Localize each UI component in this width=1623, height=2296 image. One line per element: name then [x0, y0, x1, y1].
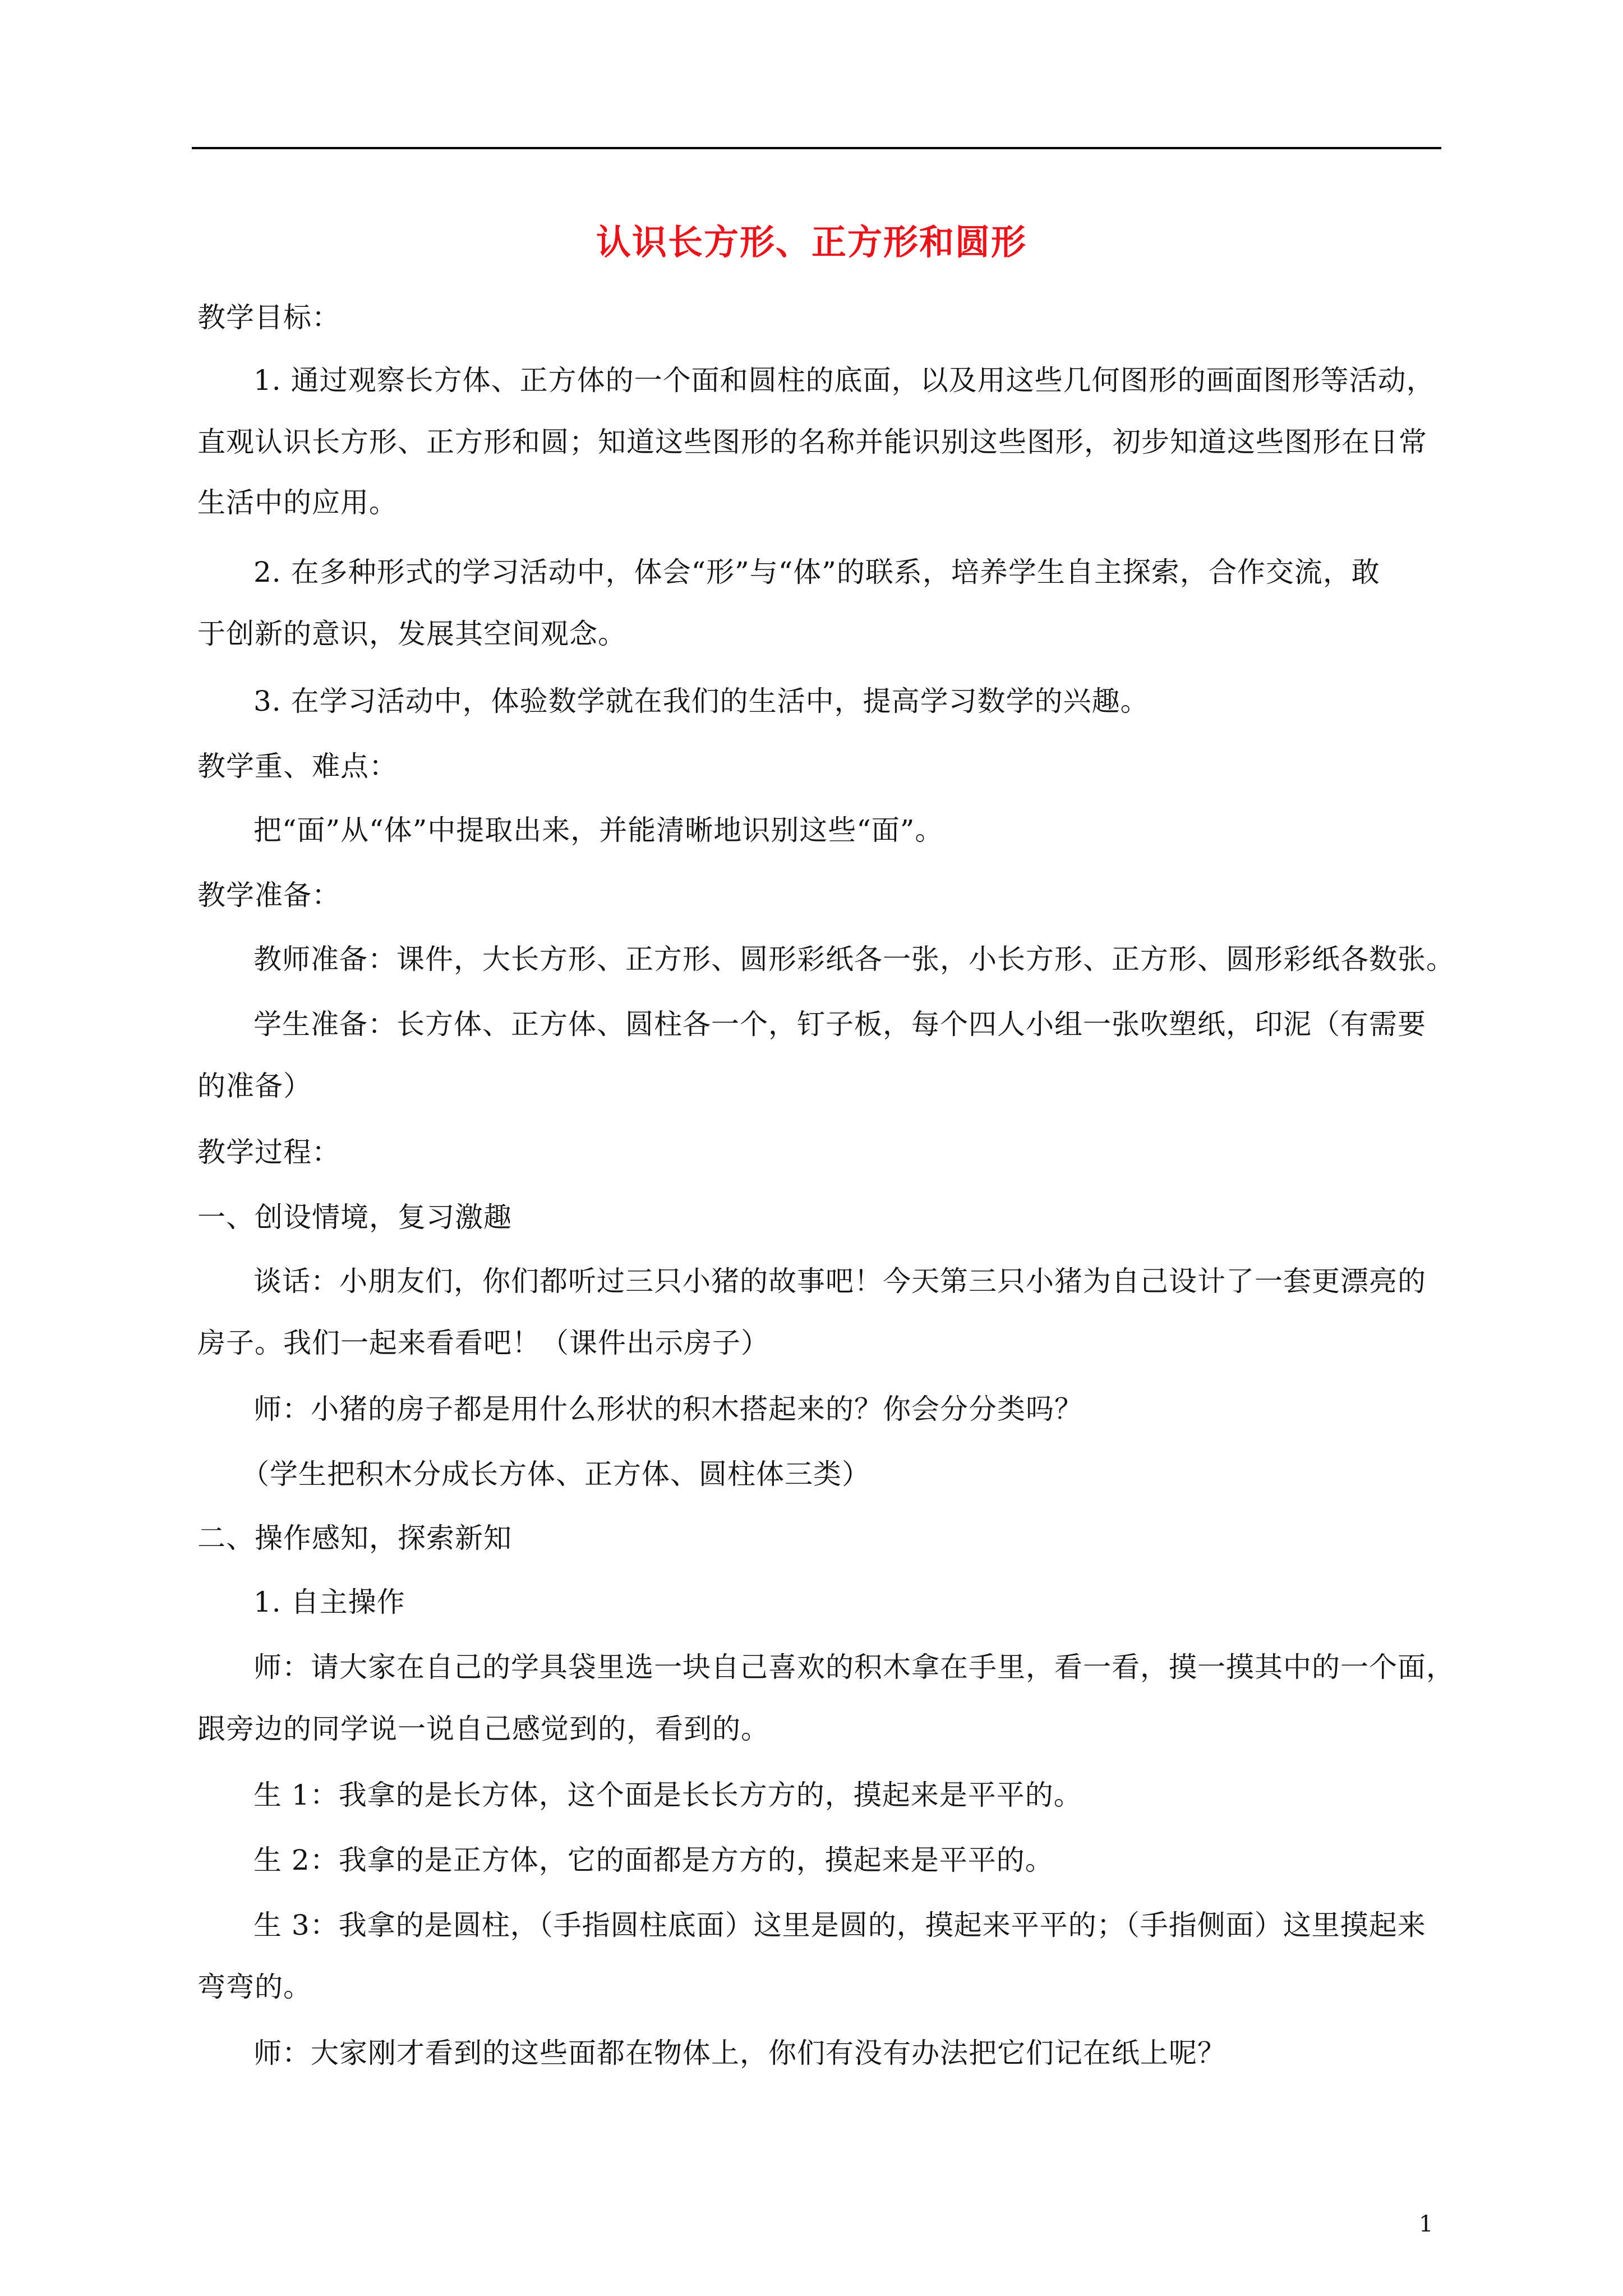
- header-rule: [192, 147, 1441, 149]
- paragraph-line: 生 1：我拿的是长方体，这个面是长长方方的，摸起来是平平的。: [253, 1779, 1082, 1811]
- paragraph-line: （学生把积木分成长方体、正方体、圆柱体三类）: [241, 1458, 870, 1490]
- paragraph-line: 3. 在学习活动中，体验数学就在我们的生活中，提高学习数学的兴趣。: [253, 685, 1149, 717]
- paragraph-line: 2. 在多种形式的学习活动中，体会“形”与“体”的联系，培养学生自主探索，合作交流，敢: [253, 556, 1380, 588]
- paragraph-line: 学生准备：长方体、正方体、圆柱各一个，钉子板，每个四人小组一张吹塑纸，印泥（有需要: [253, 1008, 1426, 1041]
- section-heading: 教学过程：: [197, 1136, 340, 1168]
- paragraph-line: 生 2：我拿的是正方体，它的面都是方方的，摸起来是平平的。: [253, 1844, 1054, 1876]
- paragraph-line: 教学目标：: [197, 301, 340, 334]
- paragraph-line: 房子。我们一起来看看吧！（课件出示房子）: [197, 1327, 769, 1359]
- section-heading: 一、创设情境，复习激趣: [197, 1201, 512, 1234]
- paragraph-line: 1. 自主操作: [253, 1586, 405, 1618]
- paragraph-line: 师：请大家在自己的学具袋里选一块自己喜欢的积木拿在手里，看一看，摸一摸其中的一个面，: [253, 1651, 1455, 1683]
- paragraph-line: 的准备）: [197, 1070, 312, 1102]
- paragraph-line: 把“面”从“体”中提取出来，并能清晰地识别这些“面”。: [253, 814, 944, 846]
- paragraph-line: 于创新的意识，发展其空间观念。: [197, 618, 626, 650]
- paragraph-line: 生活中的应用。: [197, 486, 398, 519]
- page-number: 1: [1419, 2211, 1433, 2237]
- section-heading: 二、操作感知，探索新知: [197, 1522, 512, 1554]
- section-heading: 教学准备：: [197, 879, 340, 912]
- paragraph-line: 生 3：我拿的是圆柱，（手指圆柱底面）这里是圆的，摸起来平平的；（手指侧面）这里摸起来: [253, 1909, 1426, 1941]
- section-heading: 教学重、难点：: [197, 750, 398, 783]
- paragraph-line: 师：小猪的房子都是用什么形状的积木搭起来的？你会分分类吗？: [253, 1393, 1083, 1425]
- paragraph-line: 弯弯的。: [197, 1971, 312, 2003]
- paragraph-line: 1. 通过观察长方体、正方体的一个面和圆柱的底面，以及用这些几何图形的画面图形等活动，: [253, 364, 1435, 397]
- document-title: 认识长方形、正方形和圆形: [596, 222, 1027, 263]
- paragraph-line: 师：大家刚才看到的这些面都在物体上，你们有没有办法把它们记在纸上呢？: [253, 2037, 1226, 2069]
- paragraph-line: 直观认识长方形、正方形和圆；知道这些图形的名称并能识别这些图形，初步知道这些图形在日常: [197, 426, 1427, 458]
- paragraph-line: 教师准备：课件，大长方形、正方形、圆形彩纸各一张，小长方形、正方形、圆形彩纸各数张。: [253, 943, 1455, 976]
- paragraph-line: 跟旁边的同学说一说自己感觉到的，看到的。: [197, 1713, 769, 1745]
- paragraph-line: 谈话：小朋友们，你们都听过三只小猪的故事吧！今天第三只小猪为自己设计了一套更漂亮的: [253, 1265, 1426, 1297]
